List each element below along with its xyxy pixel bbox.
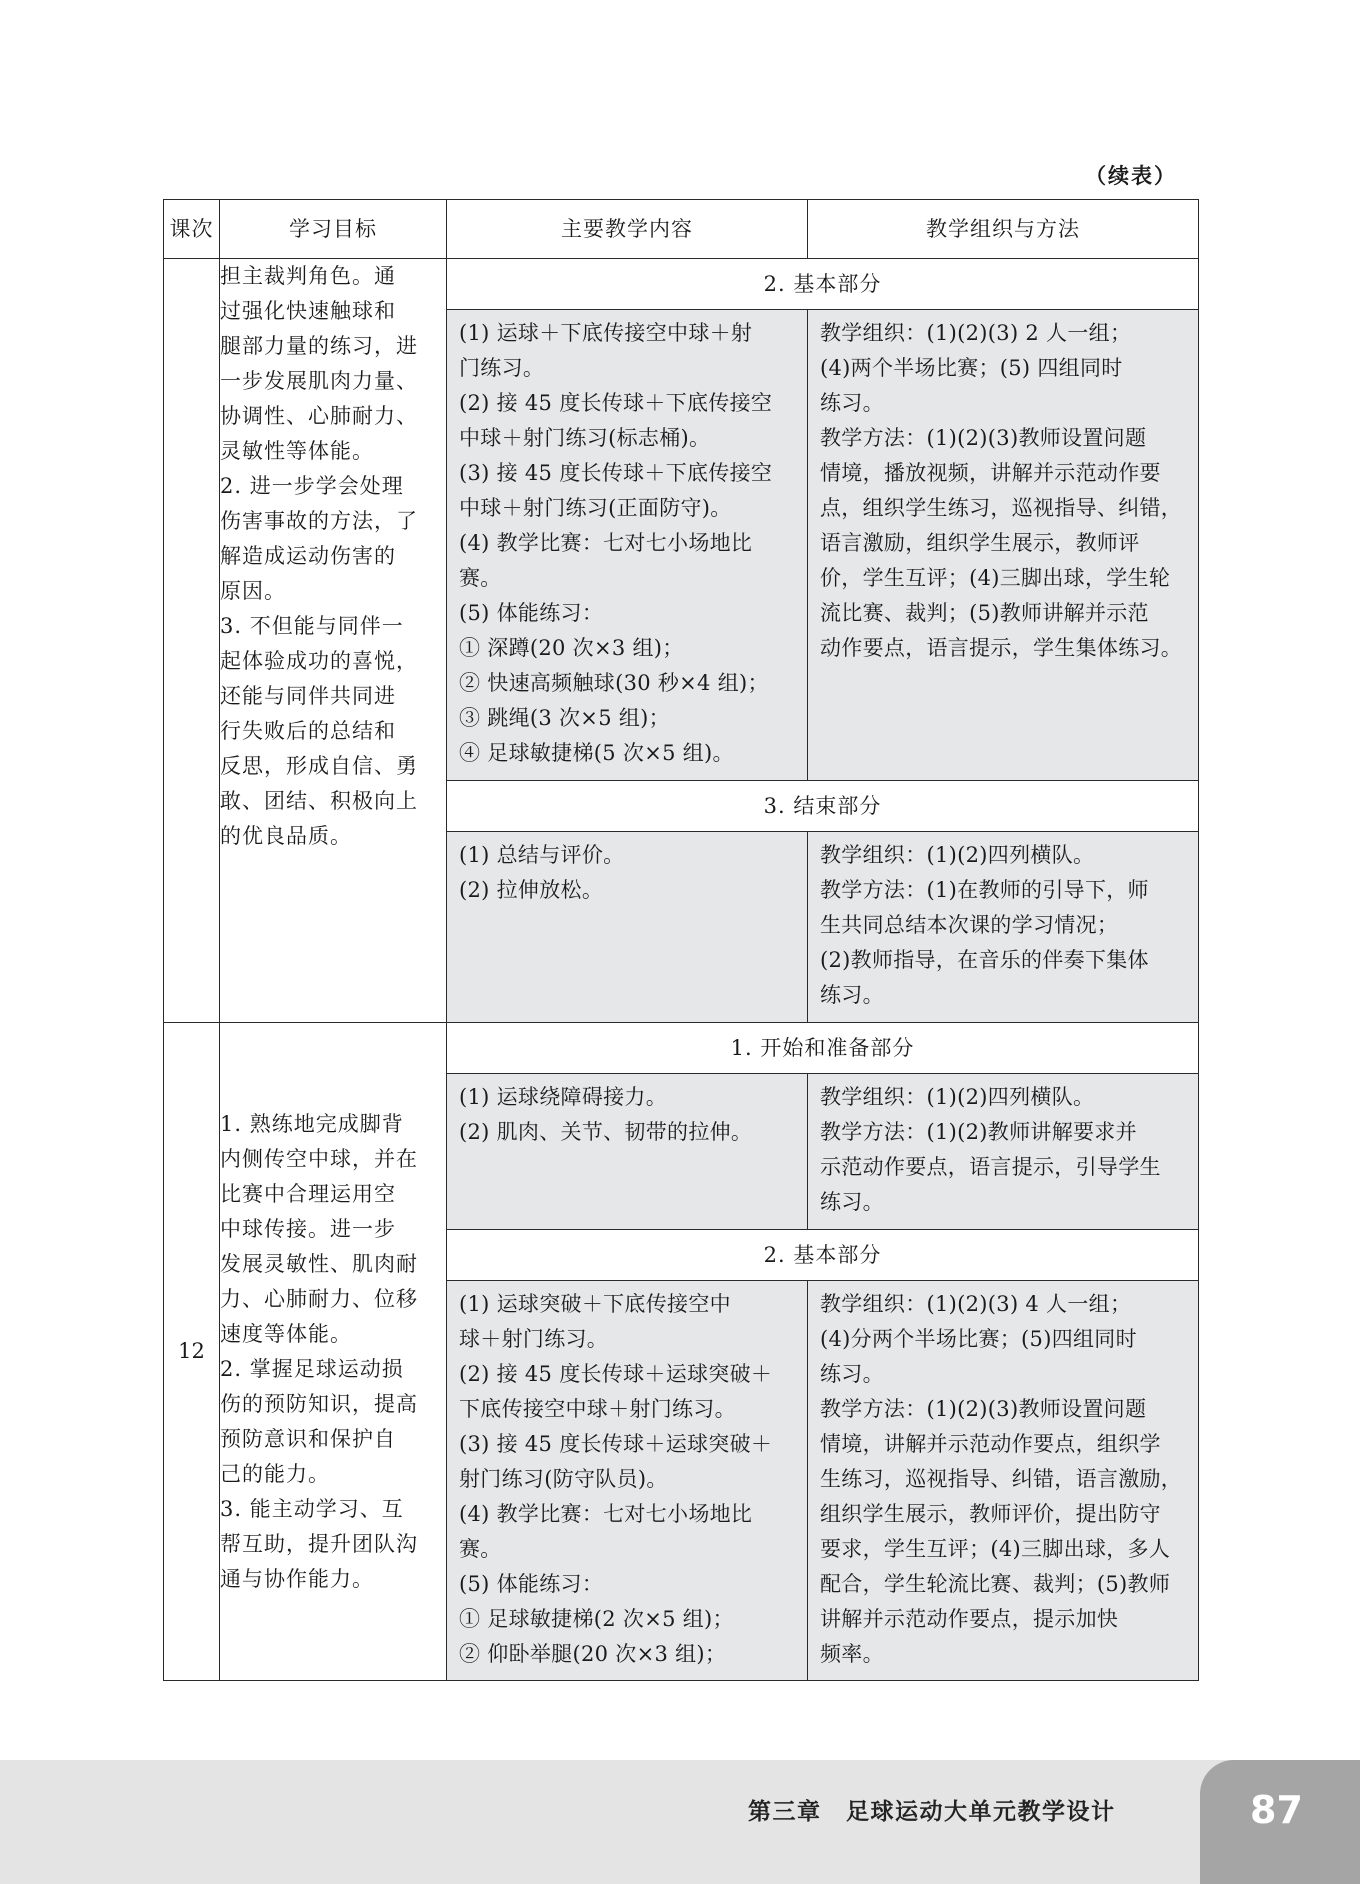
text-line: 一步发展肌肉力量、 <box>220 369 418 393</box>
text-line: 教学组织：(1)(2)四列横队。 <box>820 1085 1095 1109</box>
text-line: (3) 接 45 度长传球＋运球突破＋ <box>459 1432 773 1456</box>
text-line: 练习。 <box>820 1190 884 1214</box>
text-line: 教学组织：(1)(2)(3) 2 人一组； <box>820 321 1132 345</box>
header-lesson: 课次 <box>164 200 220 259</box>
section-basic-title: 2. 基本部分 <box>447 259 1199 310</box>
text-line: 价，学生互评；(4)三脚出球，学生轮 <box>820 566 1171 590</box>
text-line: 教学组织：(1)(2)(3) 4 人一组； <box>820 1292 1132 1316</box>
text-line: (2) 接 45 度长传球＋下底传接空 <box>459 391 773 415</box>
text-line: 教学方法：(1)(2)(3)教师设置问题 <box>820 426 1147 450</box>
text-line: 语言激励，组织学生展示，教师评 <box>820 531 1140 555</box>
header-goals: 学习目标 <box>220 200 447 259</box>
text-line: 讲解并示范动作要点，提示加快 <box>820 1607 1119 1631</box>
text-line: 射门练习(防守队员)。 <box>459 1467 668 1491</box>
text-line: ④ 足球敏捷梯(5 次×5 组)。 <box>459 741 734 765</box>
lesson-11-basic-content <box>447 310 808 781</box>
section-end-title: 3. 结束部分 <box>447 781 1199 832</box>
text-line: 练习。 <box>820 391 884 415</box>
text-line: 通与协作能力。 <box>220 1566 374 1591</box>
lesson-11-goals <box>220 259 447 1023</box>
lesson-12-basic-content <box>447 1281 808 1681</box>
page-footer <box>0 1760 1360 1884</box>
text-line: 己的能力。 <box>220 1461 330 1486</box>
text-line: 速度等体能。 <box>220 1321 352 1346</box>
lesson-12-start-method <box>808 1074 1199 1230</box>
method-list <box>808 1281 1198 1680</box>
text-line: ② 仰卧举腿(20 次×3 组)； <box>459 1642 727 1666</box>
text-line: 情境，讲解并示范动作要点，组织学 <box>820 1432 1161 1456</box>
text-line: 1. 熟练地完成脚背 <box>220 1111 404 1136</box>
lesson-11-end-method <box>808 832 1199 1023</box>
lesson-number-11 <box>164 259 220 1023</box>
text-line: 中球＋射门练习(标志桶)。 <box>459 426 711 450</box>
text-line: 教学方法：(1)(2)(3)教师设置问题 <box>820 1397 1147 1421</box>
text-line: 反思，形成自信、勇 <box>220 754 418 778</box>
text-line: 示范动作要点，语言提示，引导学生 <box>820 1155 1161 1179</box>
text-line: (4)两个半场比赛；(5) 四组同时 <box>820 356 1123 380</box>
text-line: 敢、团结、积极向上 <box>220 789 418 813</box>
method-list <box>808 832 1198 1021</box>
text-line: ① 深蹲(20 次×3 组)； <box>459 636 684 660</box>
text-line: 流比赛、裁判；(5)教师讲解并示范 <box>820 601 1149 625</box>
text-line: 赛。 <box>459 566 502 590</box>
text-line: 担主裁判角色。通 <box>220 264 396 288</box>
text-line: (2) 接 45 度长传球＋运球突破＋ <box>459 1362 773 1386</box>
text-line: 2. 进一步学会处理 <box>220 474 404 498</box>
text-line: 练习。 <box>820 983 884 1007</box>
text-line: 力、心肺耐力、位移 <box>220 1286 418 1311</box>
lesson-12-goals <box>220 1023 447 1681</box>
lesson-12-start-content <box>447 1074 808 1230</box>
text-line: 点，组织学生练习，巡视指导、纠错， <box>820 496 1183 520</box>
text-line: (1) 运球突破＋下底传接空中 <box>459 1292 731 1316</box>
text-line: 生练习，巡视指导、纠错，语言激励， <box>820 1467 1183 1491</box>
text-line: 原因。 <box>220 579 286 603</box>
text-line: 教学组织：(1)(2)四列横队。 <box>820 843 1095 867</box>
text-line: 帮互助，提升团队沟 <box>220 1531 418 1556</box>
content-list <box>447 832 807 916</box>
text-line: (4) 教学比赛：七对七小场地比 <box>459 1502 753 1526</box>
text-line: 伤害事故的方法，了 <box>220 509 418 533</box>
text-line: 3. 能主动学习、互 <box>220 1496 404 1521</box>
table-header-row <box>164 200 1199 259</box>
text-line: 解造成运动伤害的 <box>220 544 396 568</box>
text-line: 行失败后的总结和 <box>220 719 396 743</box>
text-line: 比赛中合理运用空 <box>220 1181 396 1206</box>
section-basic-title: 2. 基本部分 <box>447 1230 1199 1281</box>
text-line: 教学方法：(1)(2)教师讲解要求并 <box>820 1120 1137 1144</box>
text-line: 配合，学生轮流比赛、裁判；(5)教师 <box>820 1572 1171 1596</box>
text-line: 过强化快速触球和 <box>220 299 396 323</box>
header-content: 主要教学内容 <box>447 200 808 259</box>
text-line: (3) 接 45 度长传球＋下底传接空 <box>459 461 773 485</box>
text-line: 下底传接空中球＋射门练习。 <box>459 1397 736 1421</box>
text-line: (1) 运球＋下底传接空中球＋射 <box>459 321 753 345</box>
chapter-title: 第三章 足球运动大单元教学设计 <box>748 1799 1116 1825</box>
text-line: 还能与同伴共同进 <box>220 684 396 708</box>
content-list <box>447 310 807 779</box>
text-line: 门练习。 <box>459 356 545 380</box>
text-line: 组织学生展示，教师评价，提出防守 <box>820 1502 1161 1526</box>
text-line: 3. 不但能与同伴一 <box>220 614 404 638</box>
goals-list <box>220 259 446 854</box>
table-row <box>164 1023 1199 1074</box>
text-line: 发展灵敏性、肌肉耐 <box>220 1251 418 1276</box>
text-line: 的优良品质。 <box>220 824 352 848</box>
text-line: 动作要点，语言提示，学生集体练习。 <box>820 636 1183 660</box>
text-line: 伤的预防知识，提高 <box>220 1391 418 1416</box>
text-line: ③ 跳绳(3 次×5 组)； <box>459 706 670 730</box>
method-list <box>808 310 1198 674</box>
text-line: 情境，播放视频，讲解并示范动作要 <box>820 461 1161 485</box>
section-start-title: 1. 开始和准备部分 <box>447 1023 1199 1074</box>
text-line: 生共同总结本次课的学习情况； <box>820 913 1119 937</box>
text-line: 内侧传空中球，并在 <box>220 1146 418 1171</box>
text-line: (2) 肌肉、关节、韧带的拉伸。 <box>459 1120 753 1144</box>
text-line: 起体验成功的喜悦， <box>220 649 418 673</box>
text-line: 要求，学生互评；(4)三脚出球，多人 <box>820 1537 1171 1561</box>
page-number: 87 <box>1250 1788 1303 1832</box>
text-line: 中球传接。进一步 <box>220 1216 396 1241</box>
goals-list <box>220 1107 446 1597</box>
text-line: 腿部力量的练习，进 <box>220 334 418 358</box>
content-list <box>447 1074 807 1158</box>
text-line: 2. 掌握足球运动损 <box>220 1356 404 1381</box>
header-method: 教学组织与方法 <box>808 200 1199 259</box>
text-line: (4)分两个半场比赛；(5)四组同时 <box>820 1327 1137 1351</box>
text-line: 教学方法：(1)在教师的引导下，师 <box>820 878 1149 902</box>
text-line: 赛。 <box>459 1537 502 1561</box>
text-line: (1) 总结与评价。 <box>459 843 625 867</box>
lesson-11-end-content <box>447 832 808 1023</box>
text-line: ② 快速高频触球(30 秒×4 组)； <box>459 671 769 695</box>
text-line: (5) 体能练习： <box>459 1572 604 1596</box>
content-list <box>447 1281 807 1680</box>
text-line: 协调性、心肺耐力、 <box>220 404 418 428</box>
text-line: (4) 教学比赛：七对七小场地比 <box>459 531 753 555</box>
continued-label: （续表） <box>1085 164 1177 188</box>
lesson-number-12: 12 <box>164 1023 220 1681</box>
text-line: (2) 拉伸放松。 <box>459 878 604 902</box>
text-line: 灵敏性等体能。 <box>220 439 374 463</box>
method-list <box>808 1074 1198 1228</box>
text-line: 频率。 <box>820 1642 884 1666</box>
lesson-11-basic-method <box>808 310 1199 781</box>
text-line: ① 足球敏捷梯(2 次×5 组)； <box>459 1607 734 1631</box>
text-line: 球＋射门练习。 <box>459 1327 609 1351</box>
text-line: 练习。 <box>820 1362 884 1386</box>
page-number-tab <box>1200 1760 1360 1884</box>
lesson-plan-table <box>163 199 1199 1681</box>
lesson-12-basic-method <box>808 1281 1199 1681</box>
text-line: (1) 运球绕障碍接力。 <box>459 1085 668 1109</box>
text-line: 中球＋射门练习(正面防守)。 <box>459 496 732 520</box>
table-row <box>164 259 1199 310</box>
text-line: (2)教师指导，在音乐的伴奏下集体 <box>820 948 1149 972</box>
text-line: (5) 体能练习： <box>459 601 604 625</box>
text-line: 预防意识和保护自 <box>220 1426 396 1451</box>
